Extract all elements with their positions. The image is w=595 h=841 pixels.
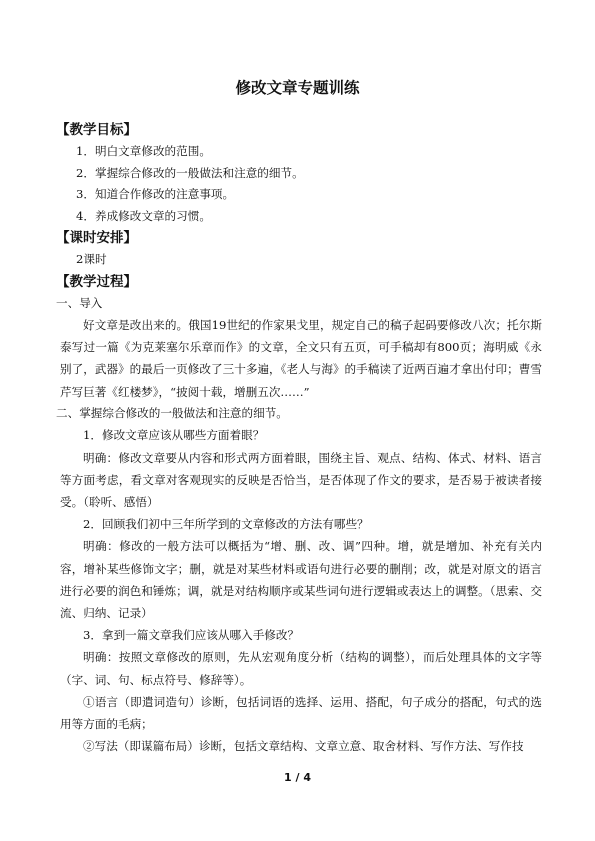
document-body — [56, 119, 542, 757]
section-label: 一、导入 — [56, 295, 103, 310]
question-1: 1．修改文章应该从哪些方面着眼？ — [83, 428, 265, 443]
schedule-value: 2课时 — [76, 252, 107, 266]
objective-item: 3．知道合作修改的注意事项。 — [76, 187, 235, 201]
section-label: 二、掌握综合修改的一般做法和注意的细节。 — [56, 405, 288, 420]
objectives-heading: 【教学目标】 — [56, 122, 137, 138]
schedule-heading: 【课时安排】 — [56, 230, 137, 246]
document-title: 修改文章专题训练 — [235, 79, 360, 97]
answer-1: 明确：修改文章要从内容和形式两方面着眼，围绕主旨、观点、结构、体式、材料、语言等方面考虑，看文章对客观现实的反映是否恰当，是否体现了作文的要求，是否易于被读者接受。（聆听、感悟） — [60, 450, 542, 509]
point-1: ①语言（即遣词造句）诊断，包括词语的选择、运用、搭配，句子成分的搭配，句式的选用等方面的毛病； — [60, 694, 542, 731]
page-number: 1 / 4 — [284, 771, 311, 784]
answer-2: 明确：修改的一般方法可以概括为“增、删、改、调”四种。增，就是增加、补充有关内容，增补某些修饰文字；删，就是对某些材料或语句进行必要的删削；改，就是对原文的语言进行必要的润色和锤炼；调，就是对结构顺序或某些词句进行逻辑或表达上的调整。（思索、交流、归纳、记录） — [60, 539, 542, 620]
objective-item: 1．明白文章修改的范围。 — [76, 144, 211, 158]
objective-item: 4．养成修改文章的习惯。 — [76, 208, 211, 223]
objective-item: 2．掌握综合修改的一般做法和注意的细节。 — [76, 165, 304, 180]
process-heading: 【教学过程】 — [56, 273, 137, 290]
question-2: 2．回顾我们初中三年所学到的文章修改的方法有哪些？ — [83, 517, 369, 532]
point-2: ②写法（即谋篇布局）诊断，包括文章结构、文章立意、取舍材料、写作方法、写作技 — [83, 739, 524, 754]
intro-paragraph: 好文章是改出来的。俄国19世纪的作家果戈里，规定自己的稿子起码要修改八次；托尔斯泰写过一篇《为克莱塞尔乐章而作》的文章，全文只有五页，可手稿却有800页；海明威《永别了，武器》的最后一页修改了三十多遍，《老人与海》的手稿读了近两百遍才拿出付印；曹雪芹写巨著《红楼梦》，“披阅十载，增删五次……” — [60, 318, 542, 399]
answer-3: 明确：按照文章修改的原则，先从宏观角度分析（结构的调整），而后处理具体的文字等（字、词、句、标点符号、修辞等）。 — [60, 650, 542, 687]
question-3: 3．拿到一篇文章我们应该从哪入手修改？ — [83, 628, 300, 643]
